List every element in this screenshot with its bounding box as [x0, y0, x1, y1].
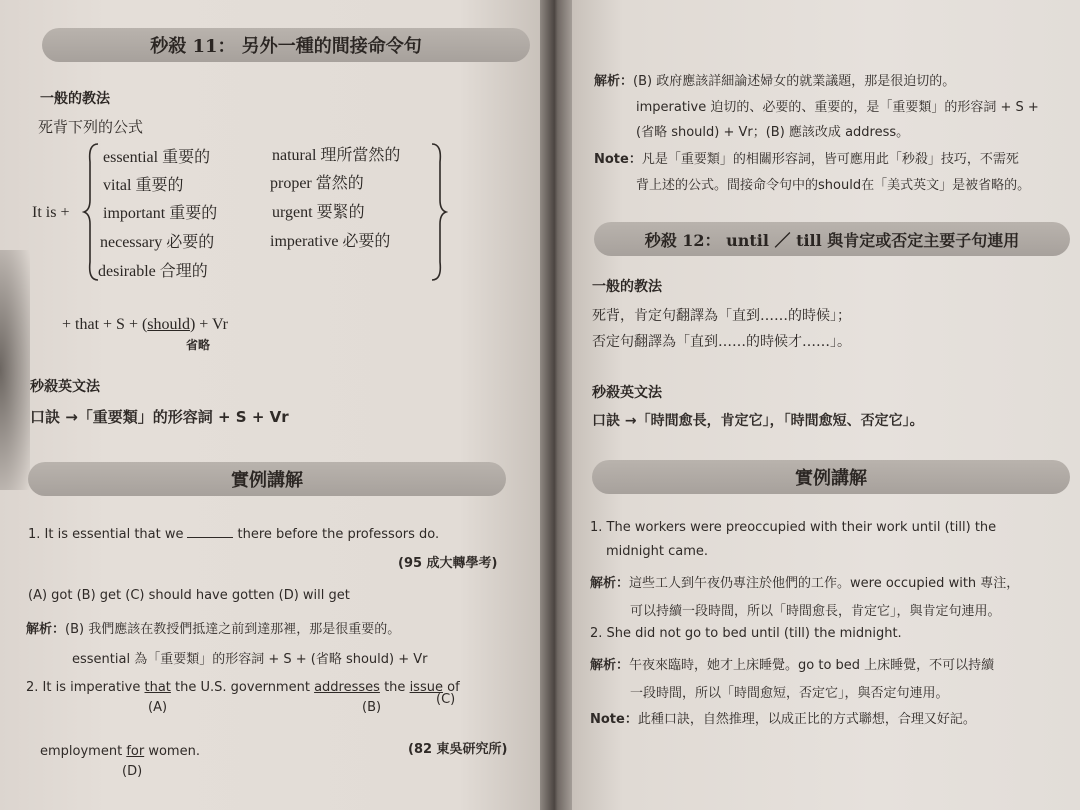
note-label: Note： — [594, 152, 642, 167]
page-shadow — [0, 250, 30, 490]
analysis-text: (B) 我們應該在教授們抵達之前到達那裡，那是很重要的。 — [65, 622, 401, 637]
note-label: Note： — [590, 712, 638, 727]
label-b: (B) — [362, 700, 382, 715]
secret-rule: 口訣 →「時間愈長，肯定它」，「時間愈短、否定它」。 — [592, 413, 924, 429]
analysis-text: 午夜來臨時，她才上床睡覺。go to bed 上床睡覺，不可以持續 — [629, 658, 995, 673]
general-method-heading: 一般的教法 — [592, 279, 662, 295]
analysis-prev — [594, 70, 955, 89]
analysis-label: 解析： — [590, 658, 630, 673]
right-brace — [428, 142, 448, 282]
analysis-label: 解析： — [594, 74, 634, 89]
question-2-line2 — [40, 744, 200, 759]
underlined-d: for — [126, 744, 145, 759]
examples-banner — [28, 462, 506, 496]
note-final — [590, 708, 976, 727]
general-text: 否定句翻譯為「直到……的時候才……」。 — [592, 334, 851, 350]
note-1 — [594, 148, 1019, 167]
question-1-cont: midnight came. — [606, 544, 709, 559]
formula-suffix: ) + Vr — [189, 316, 228, 333]
adjective-item: necessary 必要的 — [100, 234, 215, 251]
it-is-label: It is + — [32, 204, 70, 221]
underlined-b: addresses — [314, 680, 380, 695]
analysis-label: 解析： — [590, 576, 630, 591]
note-text: 凡是「重要類」的相關形容詞，皆可應用此「秒殺」技巧，不需死 — [641, 152, 1019, 167]
note-text: 背上述的公式。間接命令句中的should在「美式英文」是被省略的。 — [636, 178, 1031, 193]
examples-title: 實例講解 — [231, 470, 303, 491]
analysis-1 — [590, 572, 1019, 591]
answer-blank — [187, 526, 233, 538]
label-d: (D) — [122, 764, 143, 779]
secret-method-heading: 秒殺英文法 — [30, 379, 100, 395]
secret-rule: 口訣 →「重要類」的形容詞 + S + Vr — [30, 408, 289, 426]
adjective-item: vital 重要的 — [103, 177, 184, 194]
formula-prefix: + that + S + ( — [62, 316, 148, 333]
underlined-a: that — [144, 680, 171, 695]
section-title: 秒殺 12： until ／ till 與肯定或否定主要子句連用 — [644, 230, 1020, 250]
question-source: (82 東吳研究所) — [408, 742, 508, 757]
question-text: the — [384, 680, 406, 695]
examples-banner — [592, 460, 1070, 494]
question-1: 1. The workers were preoccupied with their work until (till) the — [590, 520, 997, 535]
right-page — [572, 0, 1080, 810]
section-banner-12 — [594, 222, 1070, 256]
analysis-label: 解析： — [26, 622, 66, 637]
question-text: there before the professors do. — [237, 527, 440, 542]
examples-title: 實例講解 — [795, 468, 867, 489]
adjective-item: desirable 合理的 — [98, 263, 208, 280]
question-source: (95 成大轉學考) — [398, 556, 498, 571]
adjective-item: natural 理所當然的 — [272, 147, 401, 164]
analysis-1-cont: essential 為「重要類」的形容詞 + S + (省略 should) + Vr — [72, 652, 428, 667]
label-c: (C) — [436, 692, 456, 707]
analysis-text: (B) 政府應該詳細論述婦女的就業議題，那是很迫切的。 — [633, 74, 956, 89]
underlined-c: issue — [409, 680, 443, 695]
question-text: women. — [148, 744, 200, 759]
section-title: 秒殺 11： 另外一種的間接命令句 — [150, 36, 422, 57]
adjective-item: important 重要的 — [103, 205, 218, 222]
analysis-text: 這些工人到午夜仍專注於他們的工作。were occupied with 專注， — [629, 576, 1020, 591]
note-text: 此種口訣，自然推理，以成正比的方式聯想，合理又好記。 — [637, 712, 976, 727]
book-gutter — [540, 0, 572, 810]
analysis-text: 可以持續一段時間，所以「時間愈長，肯定它」，與肯定句連用。 — [630, 604, 1001, 619]
adjective-item: proper 當然的 — [270, 175, 364, 192]
analysis-1 — [26, 618, 400, 637]
question-text: 2. It is imperative — [26, 680, 141, 695]
secret-method-heading: 秒殺英文法 — [592, 385, 662, 401]
omit-label: 省略 — [186, 338, 211, 352]
memorize-text: 死背下列的公式 — [38, 118, 144, 136]
general-method-heading: 一般的教法 — [40, 91, 110, 107]
question-options: (A) got (B) get (C) should have gotten (D) will get — [28, 588, 350, 603]
formula-should: should — [147, 316, 190, 333]
question-1 — [28, 526, 439, 542]
question-text: the U.S. government — [175, 680, 310, 695]
question-2: 2. She did not go to bed until (till) the midnight. — [590, 626, 902, 641]
formula-line — [62, 316, 228, 334]
analysis-text: 一段時間，所以「時間愈短，否定它」，與否定句連用。 — [630, 686, 949, 701]
adjective-item: imperative 必要的 — [270, 233, 391, 250]
analysis-text: (省略 should) + Vr；(B) 應該改成 address。 — [636, 125, 910, 140]
adjective-item: essential 重要的 — [103, 149, 211, 166]
question-2 — [26, 680, 460, 695]
general-text: 死背，肯定句翻譯為「直到……的時候」； — [592, 308, 851, 324]
question-text: of — [447, 680, 460, 695]
label-a: (A) — [148, 700, 168, 715]
question-text: employment — [40, 744, 123, 759]
section-banner-11 — [42, 28, 530, 62]
question-text: 1. It is essential that we — [28, 527, 184, 542]
adjective-item: urgent 要緊的 — [272, 204, 365, 221]
analysis-text: imperative 迫切的、必要的、重要的，是「重要類」的形容詞 + S + — [636, 100, 1039, 115]
analysis-2 — [590, 654, 994, 673]
